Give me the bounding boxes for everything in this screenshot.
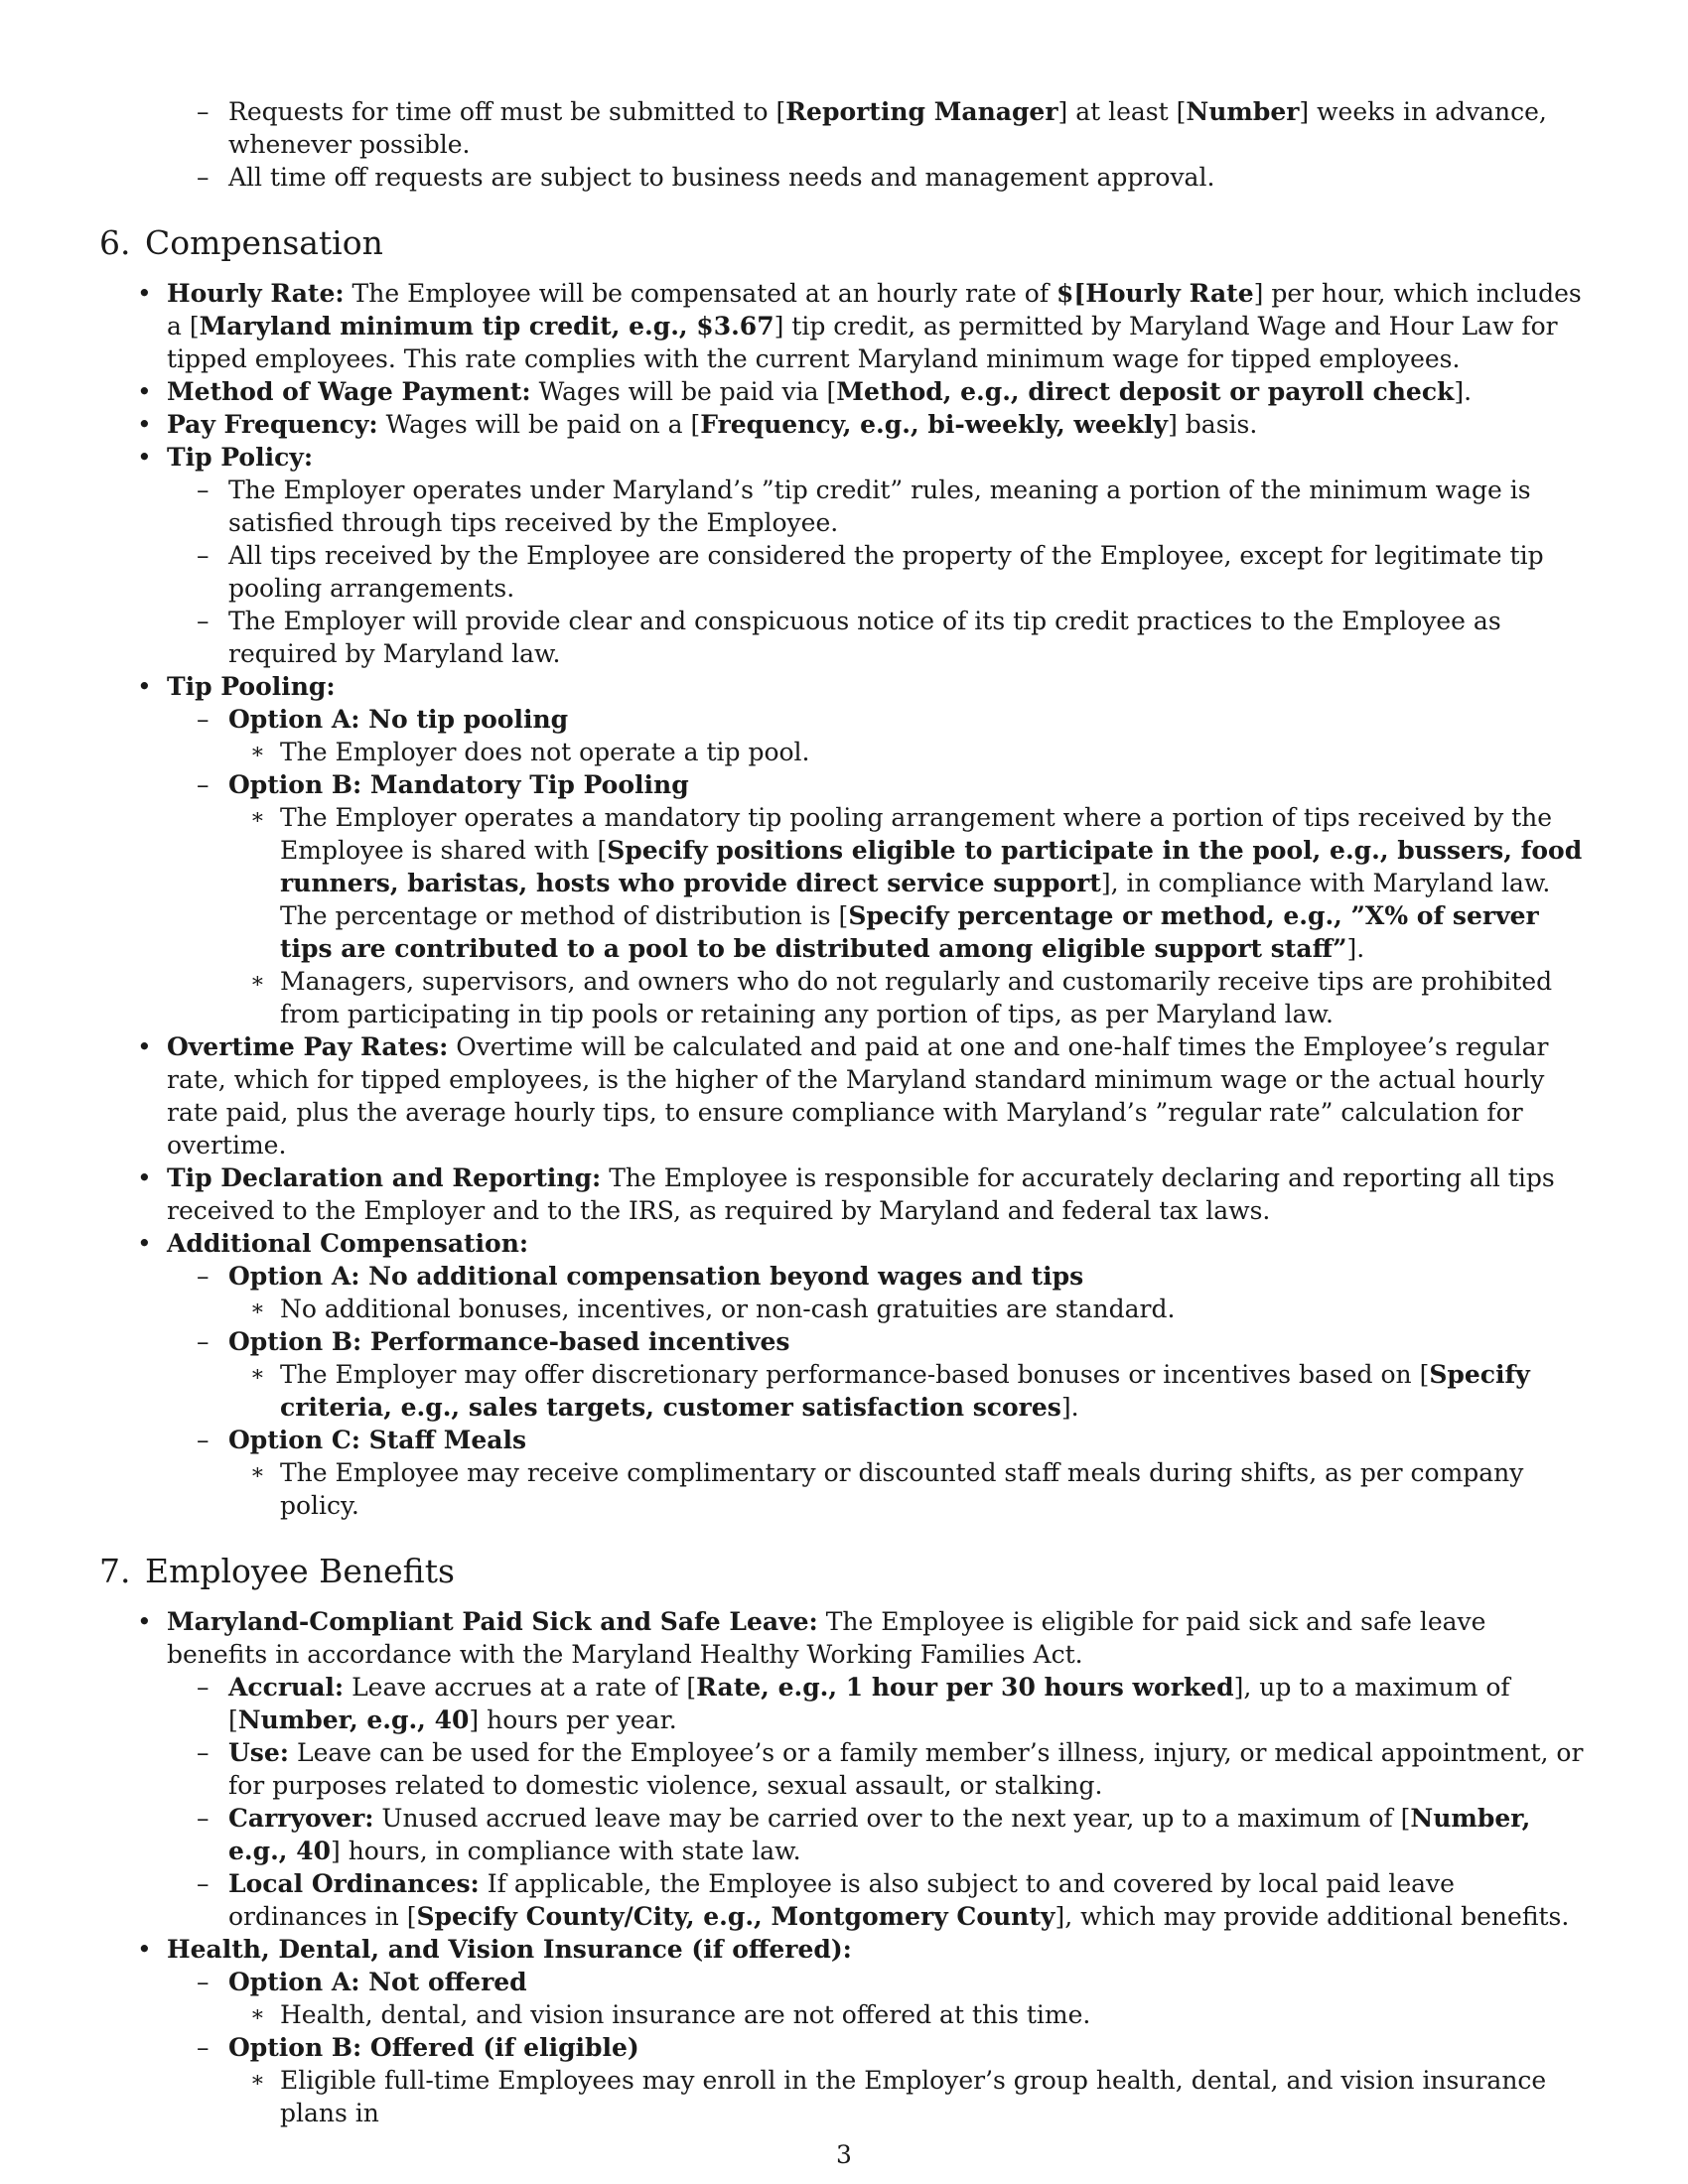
list-item [99, 768, 1589, 801]
star-marker: ∗ [250, 1460, 265, 1485]
tip-declaration-text [167, 1163, 1555, 1225]
list-item [99, 1671, 1589, 1736]
option-heading: Option B: Offered (if eligible) [228, 2033, 639, 2062]
insurance-heading: Health, Dental, and Vision Insurance (if offered): [167, 1935, 852, 1964]
bold-text-run: Frequency, e.g., bi-weekly, weekly [700, 410, 1169, 439]
tip-pooling-heading: Tip Pooling: [167, 672, 336, 701]
text-run: ] weeks in advance, whenever possible. [228, 97, 1547, 159]
tip-policy-item: The Employer operates under Maryland’s ”tip credit” rules, meaning a portion of the minimum wage is satisfied through tips received by the Employee. [228, 476, 1531, 537]
list-item [99, 1293, 1589, 1325]
bold-text-run: Method of Wage Payment: [167, 377, 531, 406]
list-item [99, 1260, 1589, 1293]
section-number: 7. [99, 1552, 131, 1590]
bold-text-run: Specify positions eligible to participate in the pool, e.g., bussers, food runners, baristas, hosts who provide direct service support [280, 836, 1583, 897]
bullet-marker: • [137, 1935, 152, 1964]
bullet-marker: • [137, 377, 152, 406]
list-item-overtime [99, 1030, 1589, 1161]
dash-marker: – [197, 1804, 210, 1833]
time-off-advance-text [228, 97, 1547, 159]
section-title: Employee Benefits [145, 1552, 455, 1590]
option-text: Health, dental, and vision insurance are not offered at this time. [280, 2000, 1091, 2029]
text-run: The Employee will be compensated at an hourly rate of [344, 279, 1057, 308]
text-run: Requests for time off must be submitted to [ [228, 97, 786, 126]
dash-marker: – [197, 1738, 210, 1767]
accrual-text [228, 1673, 1510, 1734]
bold-text-run: Rate, e.g., 1 hour per 30 hours worked [696, 1673, 1234, 1702]
dash-marker: – [197, 1673, 210, 1702]
bold-text-run: Overtime Pay Rates: [167, 1032, 449, 1061]
list-item [99, 605, 1589, 670]
option-heading: Option A: No tip pooling [228, 705, 569, 734]
bold-text-run: Local Ordinances: [228, 1869, 480, 1898]
section-heading-employee-benefits [99, 1552, 1589, 1591]
bold-text-run: Use: [228, 1738, 290, 1767]
hourly-rate-text [167, 279, 1582, 373]
list-item [99, 2064, 1589, 2129]
star-marker: ∗ [250, 740, 265, 764]
option-text: No additional bonuses, incentives, or non-cash gratuities are standard. [280, 1295, 1176, 1323]
text-run: ]. [1060, 1393, 1079, 1422]
text-run: ] basis. [1168, 410, 1258, 439]
list-item [99, 2031, 1589, 2064]
bold-text-run: Tip Declaration and Reporting: [167, 1163, 602, 1192]
dash-marker: – [197, 770, 210, 799]
text-run: ], which may provide additional benefits. [1055, 1902, 1570, 1931]
list-item [99, 161, 1589, 194]
time-off-approval-text [228, 163, 1214, 192]
list-item-insurance [99, 1933, 1589, 1966]
star-marker: ∗ [250, 2002, 265, 2027]
text-run: ], up to a maximum of [ [228, 1673, 1510, 1734]
bold-text-run: $[Hourly Rate [1056, 279, 1254, 308]
text-run: The Employer operates a mandatory tip pooling arrangement where a portion of tips received by the Employee is shared with [ [280, 803, 1553, 865]
dash-marker: – [197, 1426, 210, 1454]
text-run: The Employer may offer discretionary performance-based bonuses or incentives based on [ [280, 1360, 1430, 1389]
text-run: Leave can be used for the Employee’s or a family member’s illness, injury, or medical appointment, or for purposes related to domestic violence, sexual assault, or stalking. [228, 1738, 1584, 1800]
bold-text-run: Maryland-Compliant Paid Sick and Safe Leave: [167, 1607, 818, 1636]
text-run: ] tip credit, as permitted by Maryland Wage and Hour Law for tipped employees. This rate complies with the current Maryland minimum wage for tipped employees. [167, 312, 1558, 373]
bold-text-run: Pay Frequency: [167, 410, 378, 439]
additional-heading: Additional Compensation: [167, 1229, 529, 1258]
option-text [280, 803, 1582, 963]
option-text: The Employer does not operate a tip pool. [280, 738, 810, 766]
option-heading: Option B: Mandatory Tip Pooling [228, 770, 689, 799]
text-run: ] at least [ [1057, 97, 1187, 126]
dash-marker: – [197, 607, 210, 635]
list-item [99, 965, 1589, 1030]
text-run: The Employee is eligible for paid sick and safe leave benefits in accordance with the Maryland Healthy Working Families Act. [167, 1607, 1486, 1669]
option-text: Managers, supervisors, and owners who do not regularly and customarily receive tips are prohibited from participating in tip pools or retaining any portion of tips, as per Maryland law. [280, 967, 1553, 1028]
dash-marker: – [197, 1968, 210, 1996]
dash-marker: – [197, 97, 210, 126]
star-marker: ∗ [250, 805, 265, 830]
list-item-tip-policy [99, 441, 1589, 474]
list-item-frequency [99, 408, 1589, 441]
bullet-marker: • [137, 410, 152, 439]
option-heading: Option A: No additional compensation beyond wages and tips [228, 1262, 1084, 1291]
dash-marker: – [197, 2033, 210, 2062]
star-marker: ∗ [250, 2068, 265, 2093]
bold-text-run: Accrual: [228, 1673, 345, 1702]
bold-text-run: Reporting Manager [785, 97, 1058, 126]
list-item [99, 1802, 1589, 1867]
list-item-method [99, 375, 1589, 408]
bold-text-run: Specify percentage or method, e.g., ”X% of server tips are contributed to a pool to be distributed among eligible support staff” [280, 901, 1539, 963]
tip-policy-item: The Employer will provide clear and conspicuous notice of its tip credit practices to the Employee as required by Maryland law. [228, 607, 1501, 668]
dash-marker: – [197, 1262, 210, 1291]
page-number: 3 [836, 2140, 852, 2169]
text-run: If applicable, the Employee is also subject to and covered by local paid leave ordinances in [ [228, 1869, 1455, 1931]
list-item [99, 474, 1589, 539]
dash-marker: – [197, 1869, 210, 1898]
tip-policy-heading: Tip Policy: [167, 443, 314, 472]
option-heading: Option A: Not offered [228, 1968, 527, 1996]
dash-marker: – [197, 541, 210, 570]
list-item [99, 736, 1589, 768]
text-run: Wages will be paid on a [ [377, 410, 701, 439]
list-item [99, 95, 1589, 161]
text-run: Wages will be paid via [ [530, 377, 837, 406]
list-item-sick-leave [99, 1605, 1589, 1671]
text-run: The Employee is responsible for accurately declaring and reporting all tips received to the Employer and to the IRS, as required by Maryland and federal tax laws. [167, 1163, 1555, 1225]
option-heading: Option C: Staff Meals [228, 1426, 527, 1454]
frequency-text [167, 410, 1257, 439]
list-item [99, 1966, 1589, 1998]
list-item-tip-declaration [99, 1161, 1589, 1227]
list-item [99, 1325, 1589, 1358]
bullet-marker: • [137, 1163, 152, 1192]
sick-leave-text [167, 1607, 1485, 1669]
option-heading: Option B: Performance-based incentives [228, 1327, 790, 1356]
option-text: The Employee may receive complimentary or discounted staff meals during shifts, as per company policy. [280, 1458, 1524, 1520]
bold-text-run: Specify criteria, e.g., sales targets, customer satisfaction scores [280, 1360, 1530, 1422]
text-run: ] hours, in compliance with state law. [331, 1837, 801, 1865]
option-text: Eligible full-time Employees may enroll in the Employer’s group health, dental, and vision insurance plans in [280, 2066, 1547, 2127]
bold-text-run: Method, e.g., direct deposit or payroll check [836, 377, 1455, 406]
dash-marker: – [197, 163, 210, 192]
dash-marker: – [197, 705, 210, 734]
bold-text-run: Specify County/City, e.g., Montgomery County [416, 1902, 1055, 1931]
list-item [99, 1456, 1589, 1522]
text-run: All time off requests are subject to business needs and management approval. [228, 163, 1215, 192]
bullet-marker: • [137, 1607, 152, 1636]
list-item [99, 801, 1589, 965]
option-text [280, 1360, 1530, 1422]
carryover-text [228, 1804, 1530, 1865]
document-page [99, 95, 1589, 2129]
section-number: 6. [99, 223, 131, 262]
list-item-additional-compensation [99, 1227, 1589, 1260]
tip-policy-item: All tips received by the Employee are considered the property of the Employee, except for legitimate tip pooling arrangements. [228, 541, 1544, 603]
method-text [167, 377, 1472, 406]
text-run: Leave accrues at a rate of [ [344, 1673, 697, 1702]
bold-text-run: Carryover: [228, 1804, 374, 1833]
list-item [99, 1736, 1589, 1802]
bullet-marker: • [137, 443, 152, 472]
text-run: Overtime will be calculated and paid at one and one-half times the Employee’s regular rate, which for tipped employees, is the higher of the Maryland standard minimum wage or the actual hourly rate paid, plus the average hourly tips, to ensure compliance with Maryland’s ”regular rate” calculation for overtime. [167, 1032, 1549, 1160]
text-run: ]. [1454, 377, 1473, 406]
bullet-marker: • [137, 672, 152, 701]
list-item [99, 1998, 1589, 2031]
list-item-tip-pooling [99, 670, 1589, 703]
list-item [99, 1358, 1589, 1424]
star-marker: ∗ [250, 1362, 265, 1387]
section-title: Compensation [145, 223, 383, 262]
dash-marker: – [197, 476, 210, 504]
bold-text-run: Hourly Rate: [167, 279, 345, 308]
list-item [99, 1867, 1589, 1933]
text-run: ], in compliance with Maryland law. The percentage or method of distribution is [ [280, 869, 1551, 930]
list-item [99, 703, 1589, 736]
bold-text-run: Maryland minimum tip credit, e.g., $3.67 [199, 312, 774, 341]
bold-text-run: Number, e.g., 40 [228, 1804, 1531, 1865]
bullet-marker: • [137, 1229, 152, 1258]
star-marker: ∗ [250, 969, 265, 994]
local-ordinances-text [228, 1869, 1569, 1931]
list-item-hourly-rate [99, 277, 1589, 375]
section-heading-compensation [99, 223, 1589, 263]
bullet-marker: • [137, 279, 152, 308]
bold-text-run: Number [1186, 97, 1300, 126]
bullet-marker: • [137, 1032, 152, 1061]
bold-text-run: Number, e.g., 40 [237, 1706, 470, 1734]
star-marker: ∗ [250, 1297, 265, 1321]
list-item [99, 1424, 1589, 1456]
text-run: ]. [1346, 934, 1365, 963]
text-run: Unused accrued leave may be carried over to the next year, up to a maximum of [ [373, 1804, 1411, 1833]
use-text [228, 1738, 1583, 1800]
text-run: ] hours per year. [469, 1706, 677, 1734]
text-run: ] per hour, which includes a [ [167, 279, 1582, 341]
dash-marker: – [197, 1327, 210, 1356]
overtime-text [167, 1032, 1548, 1160]
list-item [99, 539, 1589, 605]
